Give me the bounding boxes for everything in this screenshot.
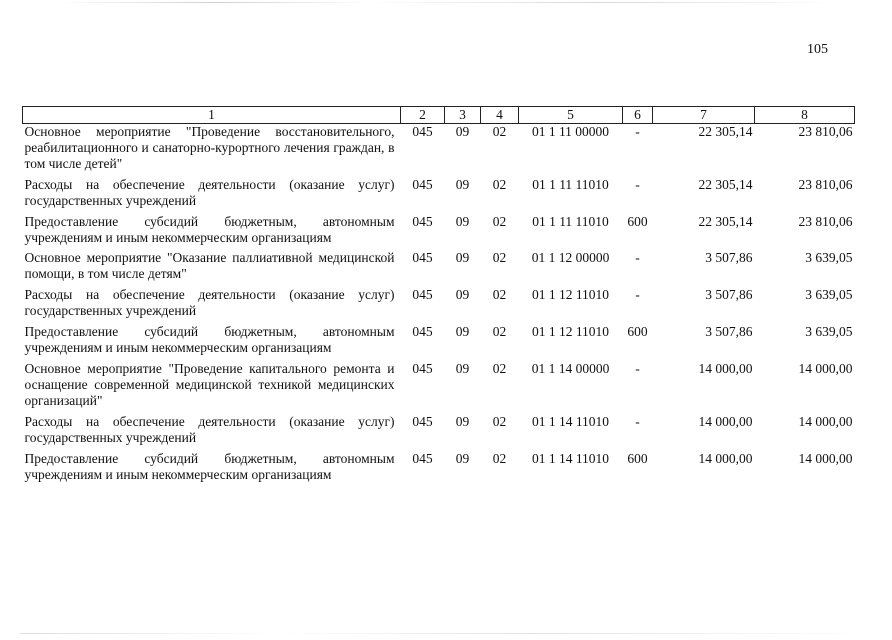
row-type: - (635, 124, 640, 139)
scan-artifact-top (60, 2, 832, 3)
row-sum1: 22 305,14 (698, 213, 753, 229)
row-section: 09 (455, 213, 470, 229)
row-type: 600 (627, 213, 648, 229)
row-subsection: 02 (492, 360, 507, 376)
row-subsection: 02 (492, 124, 507, 139)
scan-artifact-bottom (20, 633, 872, 634)
budget-table (22, 106, 855, 487)
row-sum2: 14 000,00 (798, 450, 853, 466)
row-grbs: 045 (412, 413, 433, 429)
column-header: 8 (755, 107, 855, 124)
row-sum2: 14 000,00 (798, 413, 853, 429)
row-type: - (635, 360, 640, 376)
row-sum1: 3 507,86 (705, 250, 753, 266)
row-type: 600 (627, 450, 648, 466)
column-header: 7 (653, 107, 755, 124)
row-subsection: 02 (492, 413, 507, 429)
table-row (23, 250, 855, 287)
row-sum2: 23 810,06 (798, 213, 853, 229)
row-name: Предоставление субсидий бюджетным, автономным учреждениям и иным некоммерческим организациям (24, 450, 395, 482)
row-grbs: 045 (412, 124, 433, 139)
row-target: 01 1 14 00000 (531, 360, 610, 376)
table-row (23, 287, 855, 324)
row-subsection: 02 (492, 324, 507, 340)
table-row (23, 214, 855, 251)
column-header: 4 (481, 107, 519, 124)
row-grbs: 045 (412, 213, 433, 229)
row-sum1: 14 000,00 (698, 360, 753, 376)
row-target: 01 1 14 11010 (531, 413, 610, 429)
row-name: Основное мероприятие "Проведение восстановительного, реабилитационного и санаторно-курортного лечения граждан, в том числе детей" (24, 124, 395, 171)
row-grbs: 045 (412, 250, 433, 266)
row-target: 01 1 14 11010 (531, 450, 610, 466)
row-sum2: 23 810,06 (798, 124, 853, 139)
table-row (23, 451, 855, 488)
row-grbs: 045 (412, 360, 433, 376)
row-name: Основное мероприятие "Проведение капитального ремонта и оснащение современной медицинской техникой медицинских организаций" (24, 360, 395, 408)
row-target: 01 1 11 11010 (532, 176, 609, 192)
row-grbs: 045 (412, 450, 433, 466)
row-grbs: 045 (412, 324, 433, 340)
row-sum2: 3 639,05 (805, 287, 853, 303)
row-sum2: 3 639,05 (805, 324, 853, 340)
row-name: Расходы на обеспечение деятельности (оказание услуг) государственных учреждений (24, 287, 395, 319)
row-section: 09 (455, 360, 470, 376)
column-header: 3 (445, 107, 481, 124)
row-name: Основное мероприятие "Оказание паллиативной медицинской помощи, в том числе детям" (24, 250, 395, 282)
row-type: - (635, 413, 640, 429)
row-section: 09 (455, 450, 470, 466)
row-subsection: 02 (492, 450, 507, 466)
row-sum1: 14 000,00 (698, 450, 753, 466)
row-name: Расходы на обеспечение деятельности (оказание услуг) государственных учреждений (24, 176, 395, 208)
row-target: 01 1 12 00000 (531, 250, 610, 266)
row-sum2: 3 639,05 (805, 250, 853, 266)
row-target: 01 1 12 11010 (531, 287, 610, 303)
row-subsection: 02 (492, 250, 507, 266)
column-header: 6 (623, 107, 653, 124)
row-target: 01 1 12 11010 (531, 324, 610, 340)
row-name: Предоставление субсидий бюджетным, автономным учреждениям и иным некоммерческим организациям (24, 213, 395, 245)
row-section: 09 (455, 250, 470, 266)
row-section: 09 (455, 324, 470, 340)
row-sum1: 22 305,14 (698, 176, 753, 192)
page-number: 105 (807, 42, 828, 57)
table-row (23, 124, 855, 177)
row-name: Расходы на обеспечение деятельности (оказание услуг) государственных учреждений (24, 413, 395, 445)
row-target: 01 1 11 11010 (532, 213, 609, 229)
table-row (23, 361, 855, 414)
column-header: 1 (23, 107, 401, 124)
row-type: - (635, 176, 640, 192)
header-row (23, 107, 855, 124)
row-sum1: 3 507,86 (705, 324, 753, 340)
row-sum2: 23 810,06 (798, 176, 853, 192)
row-grbs: 045 (412, 176, 433, 192)
table-row (23, 177, 855, 214)
row-target: 01 1 11 00000 (531, 124, 610, 139)
column-header: 2 (401, 107, 445, 124)
row-section: 09 (455, 287, 470, 303)
row-sum1: 14 000,00 (698, 413, 753, 429)
row-type: - (635, 287, 640, 303)
table-row (23, 324, 855, 361)
row-section: 09 (455, 413, 470, 429)
row-subsection: 02 (492, 176, 507, 192)
column-header: 5 (519, 107, 623, 124)
row-grbs: 045 (412, 287, 433, 303)
row-subsection: 02 (492, 287, 507, 303)
row-sum2: 14 000,00 (798, 360, 853, 376)
row-sum1: 22 305,14 (698, 124, 753, 139)
row-section: 09 (455, 176, 470, 192)
row-type: - (635, 250, 640, 266)
table-row (23, 414, 855, 451)
row-name: Предоставление субсидий бюджетным, автономным учреждениям и иным некоммерческим организациям (24, 324, 395, 356)
row-type: 600 (627, 324, 648, 340)
row-sum1: 3 507,86 (705, 287, 753, 303)
row-subsection: 02 (492, 213, 507, 229)
row-section: 09 (455, 124, 470, 139)
